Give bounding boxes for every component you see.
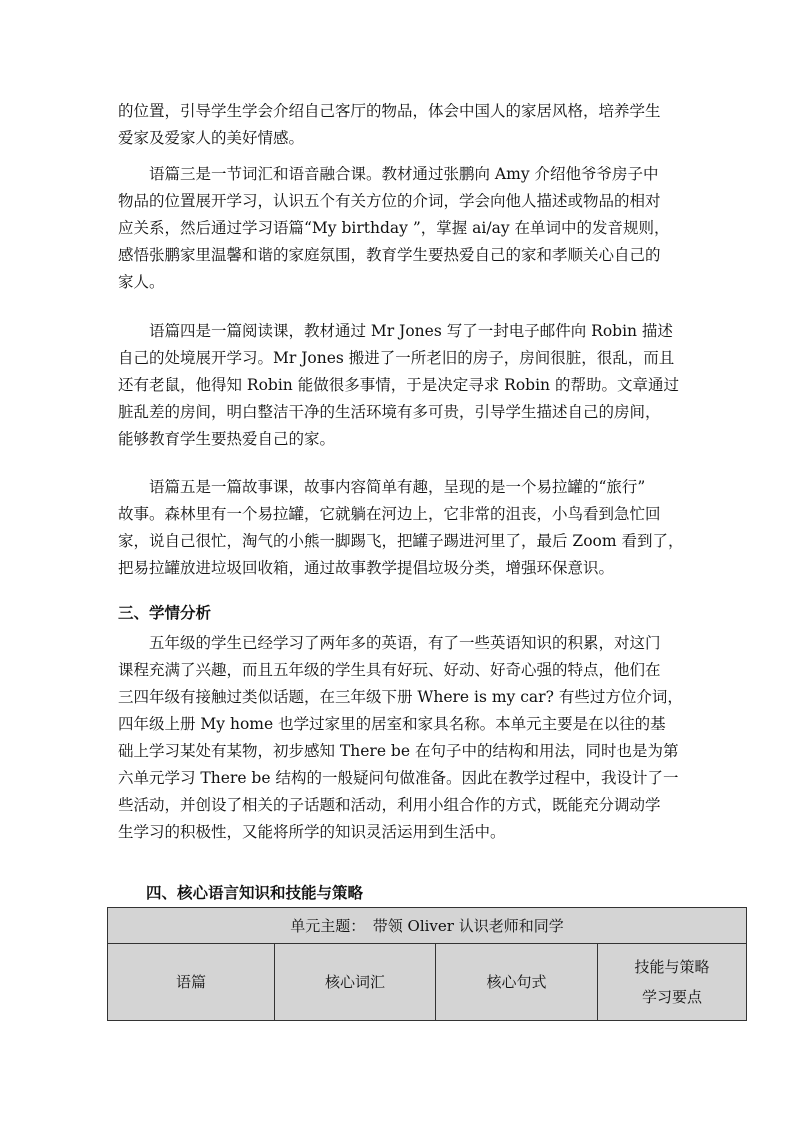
skills-strategies-label: 技能与策略 [634, 958, 710, 976]
text-line: 三四年级有接触过类似话题，在三年级下册 Where is my car? 有些过方位介词， [118, 688, 683, 706]
paragraph-lesson-five [118, 474, 684, 582]
paragraph-lesson-three [118, 161, 684, 296]
text-line: 自己的处境展开学习。Mr Jones 搬进了一所老旧的房子，房间很脏，很乱，而且 [118, 349, 675, 367]
text-line: 把易拉罐放进垃圾回收箱，通过故事教学提倡垃圾分类，增强环保意识。 [118, 559, 615, 577]
text-line: 家，说自己很忙，淘气的小熊一脚踢飞，把罐子踢进河里了，最后 Zoom 看到了， [118, 532, 684, 550]
text-line: 应关系，然后通过学习语篇“My birthday ”，掌握 ai/ay 在单词中的发音规则， [118, 219, 670, 237]
text-line: 脏乱差的房间，明白整洁干净的生活环境有多可贵，引导学生描述自己的房间， [118, 403, 661, 421]
text-line: 能够教育学生要热爱自己的家。 [118, 430, 336, 448]
paragraph-living-room [118, 98, 684, 152]
text-line: 感悟张鹏家里温馨和谐的家庭氛围，教育学生要热爱自己的家和孝顺关心自己的 [118, 246, 661, 264]
text-line: 语篇五是一篇故事课，故事内容简单有趣，呈现的是一个易拉罐的“旅行” [118, 478, 646, 496]
column-header-text: 语篇 [108, 944, 275, 1021]
text-line: 还有老鼠，他得知 Robin 能做很多事情，于是决定寻求 Robin 的帮助。文章通过 [118, 376, 679, 394]
section-heading-core-knowledge: 四、核心语言知识和技能与策略 [146, 883, 364, 902]
table-row [108, 944, 747, 1021]
section-heading-learner-analysis: 三、学情分析 [118, 603, 212, 622]
column-header-sentence-patterns: 核心句式 [436, 944, 598, 1021]
paragraph-learner-analysis [118, 630, 684, 846]
text-line: 生学习的积极性，又能将所学的知识灵活运用到生活中。 [118, 823, 506, 841]
text-line: 语篇三是一节词汇和语音融合课。教材通过张鹏向 Amy 介绍他爷爷房子中 [118, 165, 659, 183]
text-line: 四年级上册 My home 也学过家里的居室和家具名称。本单元主要是在以往的基 [118, 715, 666, 733]
unit-theme-cell: 单元主题： 带领 Oliver 认识老师和同学 [108, 908, 747, 944]
text-line: 础上学习某处有某物，初步感知 There be 在句子中的结构和用法，同时也是为第 [118, 742, 679, 760]
text-line: 些活动，并创设了相关的子话题和活动，利用小组合作的方式，既能充分调动学 [118, 796, 661, 814]
text-line: 六单元学习 There be 结构的一般疑问句做准备。因此在教学过程中，我设计了一 [118, 769, 679, 787]
paragraph-lesson-four [118, 318, 684, 453]
table-row [108, 908, 747, 944]
text-line: 爱家及爱家人的美好情感。 [118, 129, 305, 147]
text-line: 家人。 [118, 273, 165, 291]
text-line: 五年级的学生已经学习了两年多的英语，有了一些英语知识的积累，对这门 [118, 634, 661, 652]
column-header-skills-strategies [598, 944, 747, 1021]
text-line: 故事。森林里有一个易拉罐，它就躺在河边上，它非常的沮丧，小鸟看到急忙回 [118, 505, 661, 523]
text-line: 的位置，引导学生学会介绍自己客厅的物品，体会中国人的家居风格，培养学生 [118, 102, 661, 120]
learning-points-label: 学习要点 [641, 988, 702, 1006]
text-line: 物品的位置展开学习，认识五个有关方位的介词，学会向他人描述或物品的相对 [118, 192, 661, 210]
column-header-vocabulary: 核心词汇 [275, 944, 436, 1021]
core-knowledge-table [107, 907, 747, 1021]
text-line: 语篇四是一篇阅读课，教材通过 Mr Jones 写了一封电子邮件向 Robin 描述 [118, 322, 673, 340]
text-line: 课程充满了兴趣，而且五年级的学生具有好玩、好动、好奇心强的特点，他们在 [118, 661, 661, 679]
